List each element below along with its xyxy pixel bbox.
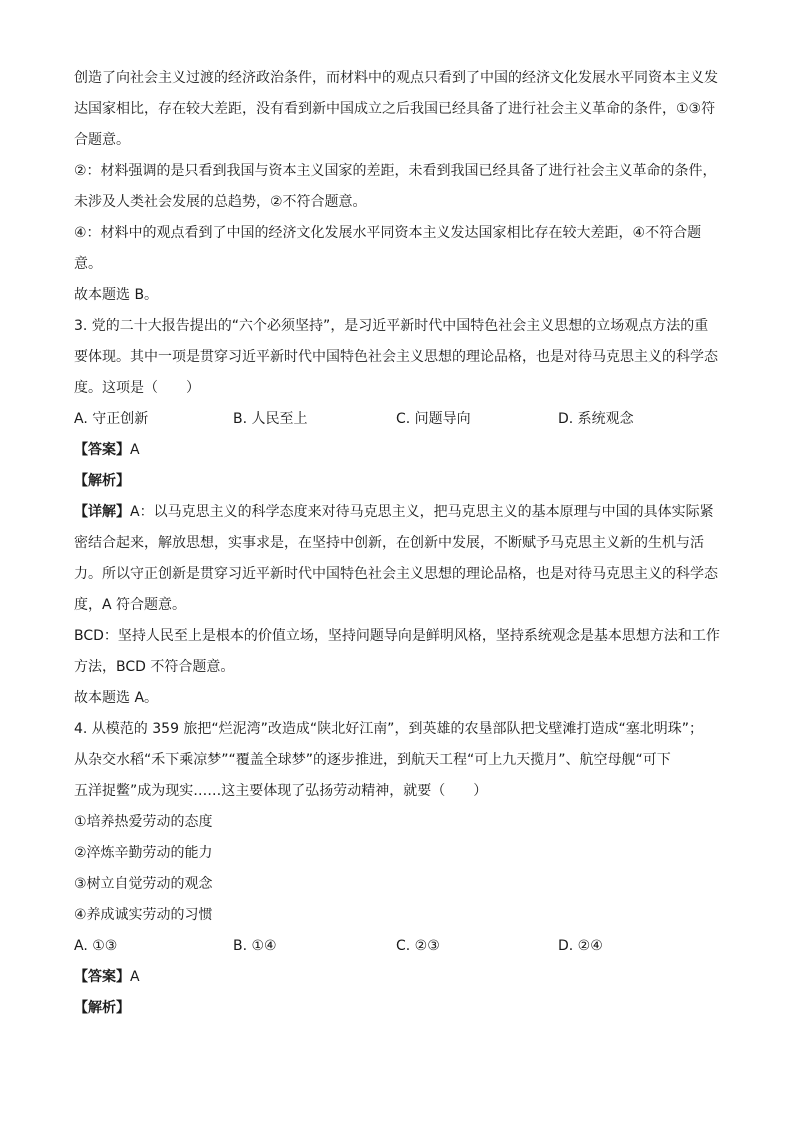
- q3-detail-line: 方法，BCD 不符合题意。: [74, 659, 235, 675]
- q4-option-a: A. ①③: [74, 938, 118, 954]
- q3-option-a: A. 守正创新: [74, 411, 149, 427]
- q4-option-d: D. ②④: [558, 938, 603, 954]
- paragraph-line: 合题意。: [74, 132, 130, 148]
- detail-text: A：以马克思主义的科学态度来对待马克思主义，把马克思主义的基本原理与中国的具体实际紧: [130, 504, 714, 520]
- q4-item: ③树立自觉劳动的观念: [74, 876, 213, 892]
- q3-detail-line: 力。所以守正创新是贯穿习近平新时代中国特色社会主义思想的理论品格，也是对待马克思主义的科学态: [74, 566, 718, 582]
- paragraph-line: ②：材料强调的是只看到我国与资本主义国家的差距，未看到我国已经具备了进行社会主义革命的条件，: [74, 163, 717, 179]
- q4-item: ④养成诚实劳动的习惯: [74, 907, 213, 923]
- q3-answer: [74, 440, 734, 460]
- q3-detail-line: BCD：坚持人民至上是根本的价值立场，坚持问题导向是鲜明风格，坚持系统观念是基本思想方法和工作: [74, 628, 720, 644]
- answer-tag: 【答案】: [74, 969, 130, 985]
- q3-option-b: B. 人民至上: [233, 411, 308, 427]
- analysis-tag: 【解析】: [74, 1000, 130, 1016]
- q4-answer: [74, 967, 734, 987]
- q4-item: ①培养热爱劳动的态度: [74, 814, 213, 830]
- question-4-stem: 从杂交水稻“禾下乘凉梦”“覆盖全球梦”的逐步推进，到航天工程“可上九天揽月”、航空母舰“可下: [74, 752, 671, 768]
- paragraph-line: ④：材料中的观点看到了中国的经济文化发展水平同资本主义发达国家相比存在较大差距，④不符合题: [74, 225, 702, 241]
- q4-option-b: B. ①④: [233, 938, 277, 954]
- detail-tag: 【详解】: [74, 504, 130, 520]
- question-3-stem: 要体现。其中一项是贯穿习近平新时代中国特色社会主义思想的理论品格，也是对待马克思主义的科学态: [74, 349, 718, 365]
- q4-analysis-heading: [74, 998, 734, 1018]
- question-3-stem: 度。这项是（ ）: [74, 380, 200, 396]
- answer-value: A: [130, 442, 140, 458]
- q3-detail-line: 度，A 符合题意。: [74, 597, 187, 613]
- q3-option-d: D. 系统观念: [558, 411, 634, 427]
- q4-item: ②淬炼辛勤劳动的能力: [74, 845, 213, 861]
- answer-tag: 【答案】: [74, 442, 130, 458]
- paragraph-line: 意。: [74, 256, 102, 272]
- paragraph-line: 达国家相比，存在较大差距，没有看到新中国成立之后我国已经具备了进行社会主义革命的条件，①③符: [74, 101, 716, 117]
- conclusion-line: 故本题选 B。: [74, 287, 159, 303]
- q3-option-c: C. 问题导向: [396, 411, 471, 427]
- q3-detail-line: [74, 502, 734, 522]
- paragraph-line: 创造了向社会主义过渡的经济政治条件，而材料中的观点只看到了中国的经济文化发展水平同资本主义发: [74, 70, 718, 86]
- answer-value: A: [130, 969, 140, 985]
- q4-option-c: C. ②③: [396, 938, 440, 954]
- q3-conclusion: 故本题选 A。: [74, 690, 159, 706]
- question-4-stem: 五洋捉鳖”成为现实……这主要体现了弘扬劳动精神，就要（ ）: [74, 783, 488, 799]
- question-4-stem: 4. 从模范的 359 旅把“烂泥湾”改造成“陕北好江南”，到英雄的农垦部队把戈壁滩打造成“塞北明珠”；: [74, 721, 703, 737]
- analysis-tag: 【解析】: [74, 473, 130, 489]
- paragraph-line: 未涉及人类社会发展的总趋势，②不符合题意。: [74, 194, 367, 210]
- q3-detail-line: 密结合起来，解放思想，实事求是，在坚持中创新，在创新中发展，不断赋予马克思主义新的生机与活: [74, 535, 704, 551]
- q3-analysis-heading: [74, 471, 734, 491]
- question-3-stem: 3. 党的二十大报告提出的“六个必须坚持”，是习近平新时代中国特色社会主义思想的立场观点方法的重: [74, 318, 709, 334]
